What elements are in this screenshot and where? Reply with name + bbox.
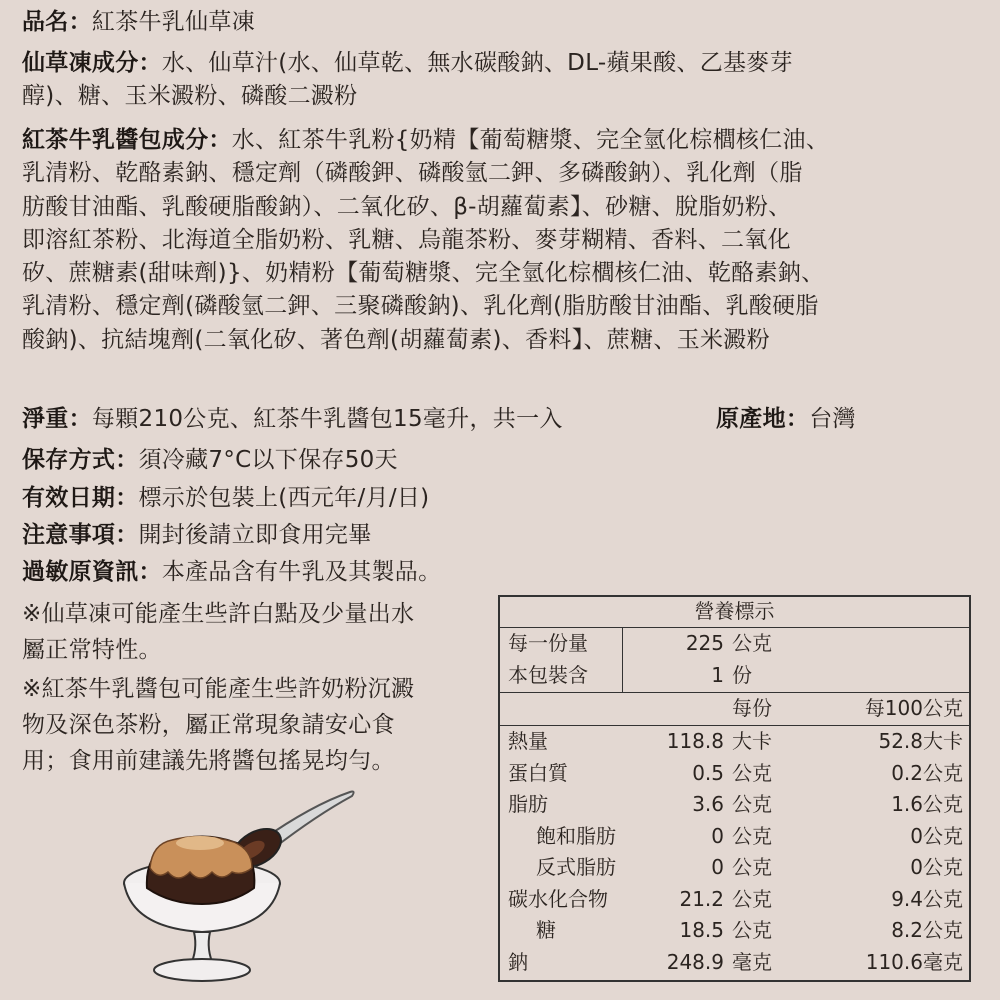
dessert-illustration (112, 780, 362, 985)
nutrient-unit: 公克 (732, 760, 772, 785)
jelly-ingredients (22, 47, 962, 114)
nutrition-table (498, 595, 971, 982)
nutrient-name: 碳水化合物 (508, 886, 608, 911)
nutrient-name: 糖 (536, 918, 556, 942)
note-line: 用；食用前建議先將醬包搖晃均勻。 (22, 748, 395, 774)
nutrient-name: 熱量 (508, 729, 548, 753)
storage-label: 保存方式： (22, 447, 139, 473)
nutrition-row (500, 884, 969, 916)
column-header-row (500, 692, 969, 726)
allergen-value: 本產品含有牛乳及其製品。 (161, 559, 442, 585)
nutrition-row (500, 821, 969, 853)
jelly-ingredients-line: 水、仙草汁(水、仙草乾、無水碳酸鈉、DL-蘋果酸、乙基麥芽 (161, 50, 793, 76)
serving-size-label: 每一份量 (508, 631, 588, 655)
nutrient-per100: 9.4公克 (891, 886, 963, 911)
nutrient-unit: 毫克 (732, 949, 772, 974)
storage-value: 須冷藏7°C以下保存50天 (138, 447, 398, 473)
nutrient-value: 0 (711, 823, 724, 848)
nutrient-value: 21.2 (679, 886, 724, 911)
nutrient-per100: 0公克 (910, 823, 963, 848)
nutrient-unit: 大卡 (732, 729, 772, 753)
nutrition-row (500, 915, 969, 947)
nutrient-value: 3.6 (692, 792, 724, 816)
nutrient-value: 0 (711, 855, 724, 879)
nutrition-row (500, 726, 969, 758)
nutrient-per100: 0.2公克 (891, 760, 963, 785)
servings-value: 1 (711, 663, 724, 687)
expiry-value: 標示於包裝上(西元年/月/日) (138, 485, 430, 511)
sauce-ingredients-line: 即溶紅茶粉、北海道全脂奶粉、乳糖、烏龍茶粉、麥芽糊精、香料、二氧化 (22, 226, 791, 253)
per-100g-header: 每100公克 (864, 696, 963, 720)
nutrient-per100: 52.8大卡 (878, 729, 963, 753)
serving-size-value: 225 (685, 631, 724, 655)
caution-label: 注意事項： (22, 522, 139, 548)
product-name-value: 紅茶牛乳仙草凍 (91, 9, 256, 35)
note-line: ※紅茶牛乳醬包可能產生些許奶粉沉澱 (22, 676, 415, 702)
sauce-ingredients-line: 矽、蔗糖素(甜味劑)}、奶精粉【葡萄糖漿、完全氫化棕櫚核仁油、乾酪素鈉、 (22, 260, 825, 287)
nutrient-value: 0.5 (692, 760, 724, 785)
nutrition-rows (500, 726, 969, 978)
expiry-label: 有效日期： (22, 485, 139, 511)
nutrition-title: 營養標示 (500, 597, 969, 628)
serving-size-unit: 公克 (732, 631, 772, 655)
sauce-ingredients-line: 水、紅茶牛乳粉{奶精【葡萄糖漿、完全氫化棕櫚核仁油、 (231, 127, 830, 153)
nutrient-unit: 公克 (732, 886, 772, 911)
sauce-ingredients-label: 紅茶牛乳醬包成分： (22, 127, 232, 153)
nutrient-per100: 1.6公克 (891, 792, 963, 816)
nutrient-value: 18.5 (679, 918, 724, 942)
origin-line (716, 403, 856, 436)
jelly-ingredients-label: 仙草凍成分： (22, 50, 162, 76)
storage-line (22, 444, 398, 477)
nutrient-unit: 公克 (732, 792, 772, 816)
nutrient-unit: 公克 (732, 855, 772, 879)
nutrient-name: 脂肪 (508, 792, 548, 816)
nutrient-name: 蛋白質 (508, 760, 568, 785)
nutrition-row (500, 789, 969, 821)
nutrient-name: 鈉 (508, 949, 528, 974)
nutrition-row (500, 852, 969, 884)
net-weight-value: 每顆210公克、紅茶牛乳醬包15毫升，共一入 (91, 406, 563, 432)
net-weight-line (22, 403, 563, 436)
nutrient-value: 248.9 (666, 949, 724, 974)
caution-value: 開封後請立即食用完畢 (138, 522, 372, 548)
caution-line (22, 519, 372, 552)
nutrient-per100: 110.6毫克 (865, 949, 963, 974)
product-name-line (22, 6, 255, 39)
allergen-line (22, 556, 441, 589)
nutrition-row (500, 758, 969, 790)
net-weight-label: 淨重： (22, 406, 92, 432)
servings-unit: 份 (732, 663, 752, 687)
origin-value: 台灣 (809, 406, 856, 432)
nutrient-per100: 0公克 (910, 855, 963, 879)
origin-label: 原產地： (716, 406, 810, 432)
allergen-label: 過敏原資訊： (22, 559, 162, 585)
servings-row (500, 660, 969, 692)
note-line: 屬正常特性。 (22, 637, 162, 663)
nutrient-unit: 公克 (732, 918, 772, 942)
nutrient-name: 飽和脂肪 (536, 823, 616, 848)
jelly-ingredients-line: 醇)、糖、玉米澱粉、磷酸二澱粉 (22, 83, 358, 110)
note-line: ※仙草凍可能產生些許白點及少量出水 (22, 601, 415, 627)
serving-size-row (500, 628, 969, 660)
note-line: 物及深色茶粉，屬正常現象請安心食 (22, 712, 395, 738)
servings-label: 本包裝含 (508, 663, 588, 687)
sauce-ingredients-line: 乳清粉、乾酪素鈉、穩定劑（磷酸鉀、磷酸氫二鉀、多磷酸鈉）、乳化劑（脂 (22, 160, 803, 187)
per-serving-header: 每份 (732, 696, 772, 720)
nutrition-row (500, 947, 969, 979)
nutrient-unit: 公克 (732, 823, 772, 848)
sauce-ingredients (22, 124, 962, 357)
nutrient-per100: 8.2公克 (891, 918, 963, 942)
sauce-ingredients-line: 乳清粉、穩定劑(磷酸氫二鉀、三聚磷酸鈉)、乳化劑(脂肪酸甘油酯、乳酸硬脂 (22, 293, 819, 320)
sauce-ingredients-line: 酸鈉)、抗結塊劑(二氧化矽、著色劑(胡蘿蔔素)、香料】、蔗糖、玉米澱粉 (22, 326, 770, 353)
expiry-line (22, 482, 429, 515)
product-name-label: 品名： (22, 9, 92, 35)
table-divider (622, 627, 623, 692)
sauce-ingredients-line: 肪酸甘油酯、乳酸硬脂酸鈉）、二氧化矽、β-胡蘿蔔素】、砂糖、脫脂奶粉、 (22, 193, 792, 220)
nutrient-name: 反式脂肪 (536, 855, 616, 879)
nutrient-value: 118.8 (666, 729, 724, 753)
